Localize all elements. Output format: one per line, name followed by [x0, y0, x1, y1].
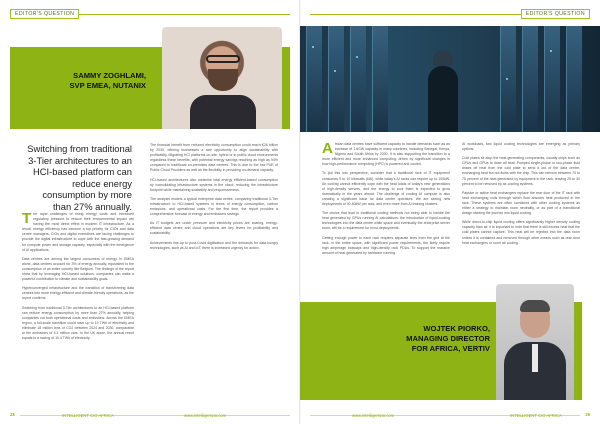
article-column-2: [150, 143, 278, 255]
shirt-shape: [532, 344, 538, 372]
interviewee-name: [66, 71, 146, 91]
led-light: [312, 46, 314, 48]
pull-quote: Switching from traditional 3-Tier architectures to an HCI-based platform can reduce energy consumption by more than 27% annually.: [27, 143, 132, 212]
paragraph: While direct-to-chip liquid cooling offers significantly higher density cooling capacity than air, it is important to note that there is still excess heat that the cold plates cannot capture. This heat will be rejected into the data room unless it is contained and removed through other means such as rear-door heat exchangers or room air cooling.: [462, 220, 580, 245]
beard-shape: [208, 69, 238, 91]
server-rack: [500, 26, 516, 132]
paragraph: African data centres have sufficient capacity to handle demands such as an increase of 1.6GW capacity in many countries, including Senegal, Kenya, Nigeria and South Africa by 2030. It is also supporting the transition to a more efficient and more enhanced computing, driven by significant changes in how high-performance computing (HPC) is powered and cooled.: [322, 140, 450, 167]
tag-rule: [78, 14, 290, 15]
paragraph: Getting enough power to each rack requires separate lines from the grid at the rack, in the entire space, with significant power requirements, the likely require high amperage busways and high-density rack PDUs. To support the massive amount of heat generated by hardware running: [322, 235, 450, 255]
led-light: [550, 50, 552, 52]
paragraph: As IT budgets are under pressure and electricity prices are soaring, energy-efficient data centre and cloud operations are key levers for profitability and sustainability.: [150, 221, 278, 236]
article-column-3: [322, 142, 450, 260]
title-line: FOR AFRICA, VERTIV: [411, 344, 490, 353]
interviewee-banner: [300, 302, 582, 400]
technician-silhouette: [428, 66, 458, 132]
page-number: 28: [10, 412, 15, 417]
shirt-shape: [190, 95, 256, 129]
section-tag: EDITOR'S QUESTION: [10, 9, 79, 19]
portrait-photo: [162, 27, 282, 129]
datacentre-photo: [300, 26, 600, 132]
led-light: [356, 56, 358, 58]
interviewee-banner: [10, 47, 290, 129]
drop-cap: T: [22, 210, 32, 227]
interviewee-name: [370, 324, 490, 354]
server-rack: [566, 26, 582, 132]
magazine-name: INTELLIGENT CIO AFRICA: [62, 413, 114, 418]
paragraph: Switching from traditional 3-Tier architectures to an HCI-based platform can reduce energy consumption by more than 27% annually, helping companies cut both operational costs and emissions. Across the EMEA region, a full-scale transition could save up to 19 TWh of electricity and eliminate 18 million tons of CO2 between 2024 and 2030, comparable to the emissions of 4.1 million cars. In the UK alone, the annual result equals to a saving of 10.4 TWh of electricity.: [22, 305, 134, 341]
paragraph: AI workloads, two liquid cooling technologies are emerging as primary options.: [462, 142, 580, 152]
magazine-name: INTELLIGENT CIO AFRICA: [510, 413, 562, 418]
glasses-shape: [206, 55, 240, 63]
server-rack: [522, 26, 538, 132]
paragraph: Achievements line-up to post-Covid digitisation and the demands for data-hungry technologies, such as AI and IoT, there is increased urgency for action.: [150, 240, 278, 250]
server-rack: [350, 26, 366, 132]
paragraph: To put this into perspective, consider that a traditional rack of IT equipment consumes 5 to 10 kilowatts (kW), while today's AI racks can require up to 100kW. Air cooling cannot efficiently cope with the heat loads of today's new generations of high-density servers, and the energy to cool them is expected to grow dramatically in the years ahead. The challenge of cooling AI compute is also creating a significant issue for data centre operators. We are seeing new deployments of 40-80kW per rack, and even more from AI training clusters.: [322, 171, 450, 207]
paragraph: Cold plates sit atop the heat-generating components, usually chips such as CPUs and GPUs to draw off heat. Pumped single-phase or two-phase fluid draws off heat from the cold plate to send it out of the data centre, exchanging heat but not fluids with the chip. This can remove between 70 to 75 percent of the heat generated by equipment in the rack, leaving 25 to 30 percent to be removed by air-cooling systems.: [462, 156, 580, 186]
paragraph: The financial benefit from reduced electricity consumption could reach €26 billion by 2030, offering businesses a rare opportunity to align sustainability with profitability. Migrating HCI platforms on-site, hybrid or in public cloud environments regardless these benefits, with potential energy savings reaching as high as 94% compared to traditional on-premises data centres. This is due to the low PUE of Public Cloud Providers as well as the flexibility in providing on-demand capacity.: [150, 143, 278, 173]
paragraph: The analysis models a typical enterprise data centre, comparing traditional 3-Tier infrastructure to HCI-based systems in terms of energy consumption, carbon emissions, and operational costs. For the first time, the report provides a comprehensive forecast of energy and emissions savings.: [150, 196, 278, 217]
footer-url[interactable]: www.intelligentcio.com: [184, 413, 227, 418]
portrait-photo: [496, 284, 574, 400]
drop-cap: A: [322, 140, 333, 157]
footer-rule: [20, 415, 290, 416]
article-column-4: [462, 142, 580, 250]
page-number: 29: [585, 412, 590, 417]
paragraph: The rapid challenges of rising energy costs and increased regulatory pressure to reduce their environmental impact are having the most direct effect in modern IT infrastructure. As a result, energy efficiency has become a top priority for CIOs and data centre managers. CIOs and digital executives are facing challenges to provide the digital infrastructure to cope with the fast-growing demand for compute power and storage capacity, especially with the emergence of AI applications.: [22, 210, 134, 252]
server-rack: [544, 26, 560, 132]
title-line: MANAGING DIRECTOR: [406, 334, 490, 343]
footer-url[interactable]: www.intelligentcio.com: [352, 413, 395, 418]
server-rack: [328, 26, 344, 132]
server-rack: [372, 26, 388, 132]
server-rack: [306, 26, 322, 132]
article-column-1: [22, 212, 134, 345]
section-tag: EDITOR'S QUESTION: [521, 9, 590, 19]
paragraph: Hyperconverged infrastructure and the transition of transforming data centres into more energy-efficient and climate-friendly operations, as the report confirms.: [22, 286, 134, 301]
tag-rule: [310, 14, 522, 15]
paragraph: The choice that lead to traditional cooling methods not being able to handle the heat generated by GPUs running AI calculations, the introduction of liquid-cooling technologies into the data centre white space and eventually the enterprise server room, will be a requirement for most deployments.: [322, 211, 450, 231]
name-line: SAMMY ZOGHLAMI,: [73, 71, 146, 80]
paragraph: Passive or active heat exchangers replace the rear door of the IT rack with heat exchanging coils through which fluid absorbs heat produced in the rack. These systems are often combined with other cooling systems as either a strategy to maintain room neutrality, or as part of a transitional design starting the journey into liquid cooling.: [462, 190, 580, 216]
paragraph: Data centres are among the largest consumers of energy. In EMEA alone, data centres account for 3% of energy annually, equivalent to the consumption of an entire country like Belgium. The findings of the report show that by leveraging HCI-based solutions, companies can make a powerful contribution to climate and sustainability goals.: [22, 256, 134, 282]
paragraph: HCI-based architectures also minimise total energy efficient-based consumption by consolidating infrastructure systems in the cloud, reducing the infrastructure footprint while maintaining scalability and responsiveness.: [150, 177, 278, 192]
hair-shape: [520, 300, 550, 312]
led-light: [506, 78, 508, 80]
right-page: [300, 0, 600, 424]
name-line: WOJTEK PIORKO,: [423, 324, 490, 333]
title-line: SVP EMEA, NUTANIX: [69, 81, 146, 90]
led-light: [334, 70, 336, 72]
